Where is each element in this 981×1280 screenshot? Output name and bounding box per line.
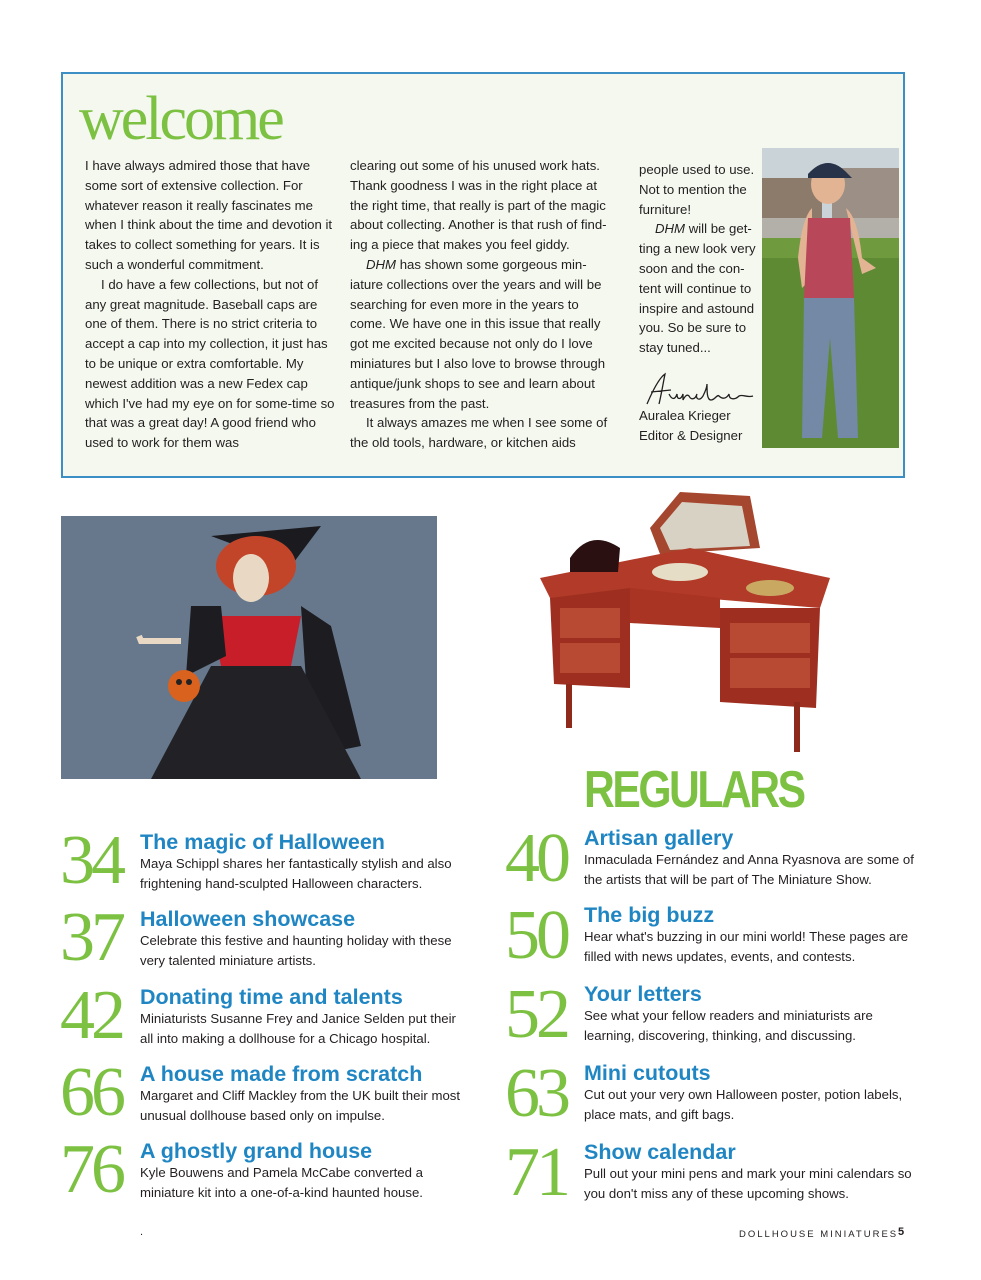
feature-description: Celebrate this festive and haunting holiday with these very talented miniature artists.	[140, 933, 452, 968]
regular-description: Pull out your mini pens and mark your mini calendars so you don't miss any of these upcoming shows.	[584, 1166, 912, 1201]
page-number: 52	[505, 976, 567, 1053]
welcome-paragraph: It always amazes me when I see some of the old tools, hardware, or kitchen aids	[350, 415, 608, 451]
regular-title[interactable]: Show calendar	[584, 1140, 736, 1164]
feature-description: Miniaturists Susanne Frey and Janice Selden put their all into making a dollhouse for a Chicago hospital.	[140, 1011, 456, 1046]
editor-name: Auralea Krieger	[639, 407, 731, 423]
feature-title[interactable]: The magic of Halloween	[140, 830, 385, 854]
feature-description: Kyle Bouwens and Pamela McCabe converted a miniature kit into a one-of-a-kind haunted house.	[140, 1165, 423, 1200]
page-number: 63	[505, 1055, 567, 1132]
editor-credit	[639, 406, 763, 446]
dhm-abbrev: DHM	[366, 256, 397, 272]
regular-description: Hear what's buzzing in our mini world! These pages are filled with news updates, events, and contests.	[584, 929, 909, 964]
feature-title[interactable]: A ghostly grand house	[140, 1139, 373, 1163]
welcome-paragraph: clearing out some of his unused work hats. Thank goodness I was in the right place at the right time, that really is part of the magic about collecting. Another is that rush of find-ing a piece that makes you feel giddy.	[350, 158, 607, 253]
welcome-title: welcome	[79, 85, 282, 153]
feature-title[interactable]: Donating time and talents	[140, 985, 403, 1009]
welcome-paragraph: DHM has shown some gorgeous min-iature collections over the years and will be searching for even more in the years to come. We have one in this issue that really got me excited because not only do I love miniatures but I also love to browse through antique/junk shops to see and learn about treasures from the past.	[350, 256, 606, 411]
feature-description: Margaret and Cliff Mackley from the UK built their most unusual dollhouse based only on impulse.	[140, 1088, 461, 1123]
regular-title[interactable]: Your letters	[584, 982, 702, 1006]
halloween-doll-photo	[61, 516, 437, 779]
welcome-paragraph: I do have a few collections, but not of any great magnitude. Baseball caps are one of them. There is no strict criteria to accept a cap into my collection, it just has to be unique or extra comfortable. My newest addition was a new Fedex cap which I've had my eye on for some-time so that was a great day! A good friend who used to work for them was	[85, 276, 335, 451]
editor-title: Editor & Designer	[639, 427, 743, 443]
page-number: 66	[60, 1054, 122, 1131]
feature-description: Maya Schippl shares her fantastically stylish and also frightening hand-sculpted Halloween characters.	[140, 856, 452, 891]
footer-page-number: 5	[898, 1226, 905, 1238]
welcome-paragraph: people used to use. Not to mention the furniture!	[639, 162, 755, 217]
regular-description: See what your fellow readers and miniaturists are learning, discovering, thinking, and discussing.	[584, 1008, 873, 1043]
regular-description: Cut out your very own Halloween poster, potion labels, place mats, and gift bags.	[584, 1087, 903, 1122]
footer-dot: .	[140, 1226, 144, 1238]
regular-title[interactable]: Mini cutouts	[584, 1061, 711, 1085]
page-number: 76	[60, 1131, 122, 1208]
dhm-abbrev: DHM	[655, 221, 686, 237]
welcome-paragraph: DHM will be get-ting a new look very soon and the con-tent will continue to inspire and astound you. So be sure to stay tuned...	[639, 221, 756, 356]
vanity-photo	[530, 488, 840, 758]
page-number: 40	[505, 820, 567, 897]
welcome-column-2	[350, 156, 618, 453]
feature-title[interactable]: A house made from scratch	[140, 1062, 423, 1086]
signature-image	[639, 370, 759, 410]
page-number: 50	[505, 897, 567, 974]
welcome-paragraph: I have always admired those that have some sort of extensive collection. For whatever reason it really fascinates me when I think about the time and devotion it takes to collect something for years. It is such a wonderful commitment.	[85, 158, 333, 272]
page-number: 37	[60, 899, 122, 976]
regulars-heading: REGULARS	[584, 761, 804, 819]
editor-photo	[762, 148, 899, 448]
page-number: 71	[505, 1134, 567, 1211]
welcome-box	[61, 72, 905, 478]
regular-title[interactable]: The big buzz	[584, 903, 715, 927]
regular-description: Inmaculada Fernández and Anna Ryasnova are some of the artists that will be part of The Miniature Show.	[584, 852, 914, 887]
feature-title[interactable]: Halloween showcase	[140, 907, 356, 931]
regular-title[interactable]: Artisan gallery	[584, 826, 734, 850]
page-number: 42	[60, 977, 122, 1054]
footer-magazine-name: DOLLHOUSE MINIATURES	[739, 1229, 899, 1240]
page-number: 34	[60, 822, 122, 899]
welcome-column-1	[85, 156, 335, 453]
